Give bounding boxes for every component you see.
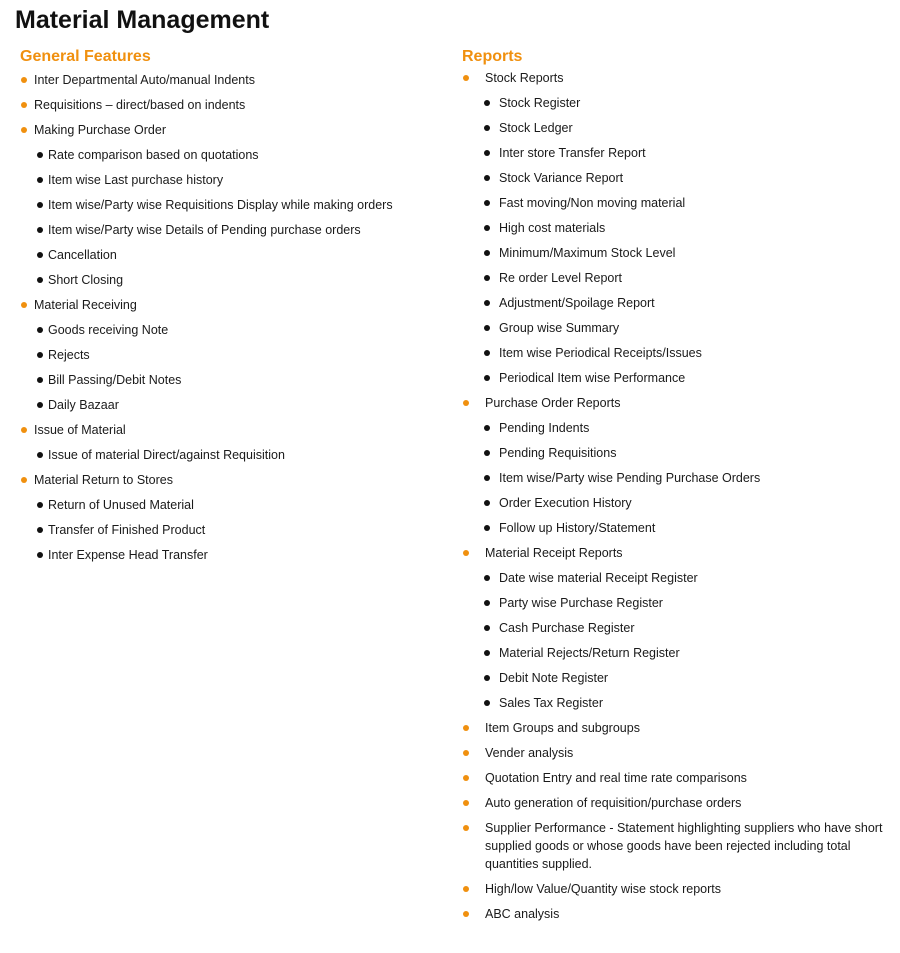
list-item-text: Material Receiving	[34, 298, 137, 312]
black-bullet-icon	[484, 450, 490, 456]
sub-list-item	[20, 171, 440, 189]
sub-list-item	[462, 169, 892, 187]
list-item-text: High cost materials	[499, 221, 606, 235]
list-item	[462, 880, 892, 898]
list-item	[462, 69, 892, 87]
list-item-text: Short Closing	[48, 273, 124, 287]
sub-list-item	[462, 244, 892, 262]
list-item-text: Sales Tax Register	[499, 696, 603, 710]
black-bullet-icon	[37, 352, 43, 358]
orange-bullet-icon	[21, 77, 27, 83]
sub-list-item	[20, 371, 440, 389]
list-item-text: Debit Note Register	[499, 671, 609, 685]
list-item-text: Stock Register	[499, 96, 581, 110]
list-item-text: Item wise/Party wise Details of Pending purchase orders	[48, 223, 361, 237]
sub-list-item	[462, 294, 892, 312]
list-item-text: ABC analysis	[485, 907, 560, 921]
sub-list-item	[462, 94, 892, 112]
list-item-text: Minimum/Maximum Stock Level	[499, 246, 676, 260]
list-item-text: Issue of Material	[34, 423, 126, 437]
black-bullet-icon	[37, 177, 43, 183]
sub-list-item	[462, 344, 892, 362]
black-bullet-icon	[484, 700, 490, 706]
sub-list-item	[462, 319, 892, 337]
sub-list-item	[462, 594, 892, 612]
list-item-text: Rejects	[48, 348, 90, 362]
orange-bullet-icon	[463, 750, 469, 756]
orange-bullet-icon	[463, 550, 469, 556]
black-bullet-icon	[37, 377, 43, 383]
list-item	[20, 121, 440, 139]
list-item-text: Issue of material Direct/against Requisition	[48, 448, 285, 462]
sub-list-item	[20, 221, 440, 239]
list-item-text: Adjustment/Spoilage Report	[499, 296, 655, 310]
reports-section	[462, 47, 892, 930]
list-item-text: Group wise Summary	[499, 321, 620, 335]
list-item-text: Pending Requisitions	[499, 446, 617, 460]
sub-list-item	[20, 271, 440, 289]
sub-list-item	[20, 546, 440, 564]
list-item-text: Stock Variance Report	[499, 171, 624, 185]
sub-list-item	[20, 196, 440, 214]
black-bullet-icon	[484, 350, 490, 356]
orange-bullet-icon	[463, 775, 469, 781]
black-bullet-icon	[37, 552, 43, 558]
list-item	[20, 296, 440, 314]
list-item-text: Item wise Last purchase history	[48, 173, 224, 187]
list-item	[462, 394, 892, 412]
sub-list-item	[462, 469, 892, 487]
black-bullet-icon	[484, 425, 490, 431]
list-item-text: Cash Purchase Register	[499, 621, 635, 635]
sub-list-item	[462, 269, 892, 287]
black-bullet-icon	[37, 277, 43, 283]
sub-list-item	[462, 219, 892, 237]
general-features-list	[20, 71, 440, 564]
orange-bullet-icon	[21, 302, 27, 308]
black-bullet-icon	[484, 325, 490, 331]
sub-list-item	[462, 144, 892, 162]
sub-list-item	[20, 321, 440, 339]
sub-list-item	[20, 346, 440, 364]
black-bullet-icon	[37, 527, 43, 533]
list-item-text: Inter Departmental Auto/manual Indents	[34, 73, 255, 87]
list-item-text: Periodical Item wise Performance	[499, 371, 686, 385]
orange-bullet-icon	[463, 825, 469, 831]
black-bullet-icon	[484, 675, 490, 681]
list-item-text: Fast moving/Non moving material	[499, 196, 686, 210]
black-bullet-icon	[484, 100, 490, 106]
black-bullet-icon	[484, 250, 490, 256]
black-bullet-icon	[484, 300, 490, 306]
black-bullet-icon	[37, 327, 43, 333]
list-item-text: Requisitions – direct/based on indents	[34, 98, 246, 112]
sub-list-item	[462, 194, 892, 212]
list-item-text: Pending Indents	[499, 421, 590, 435]
list-item-text: Bill Passing/Debit Notes	[48, 373, 182, 387]
list-item-text: Inter Expense Head Transfer	[48, 548, 208, 562]
list-item-text: Daily Bazaar	[48, 398, 119, 412]
orange-bullet-icon	[21, 102, 27, 108]
list-item-text: Order Execution History	[499, 496, 632, 510]
orange-bullet-icon	[21, 127, 27, 133]
sub-list-item	[462, 369, 892, 387]
list-item-text: Follow up History/Statement	[499, 521, 656, 535]
sub-list-item	[462, 519, 892, 537]
general-features-section	[20, 47, 440, 571]
list-item-text: Auto generation of requisition/purchase orders	[485, 796, 742, 810]
list-item-text: Item Groups and subgroups	[485, 721, 640, 735]
list-item-text: High/low Value/Quantity wise stock reports	[485, 882, 721, 896]
black-bullet-icon	[37, 502, 43, 508]
black-bullet-icon	[37, 202, 43, 208]
sub-list-item	[20, 246, 440, 264]
list-item	[20, 421, 440, 439]
black-bullet-icon	[484, 625, 490, 631]
list-item	[462, 905, 892, 923]
black-bullet-icon	[37, 227, 43, 233]
general-features-heading: General Features	[20, 48, 151, 65]
sub-list-item	[462, 669, 892, 687]
orange-bullet-icon	[463, 400, 469, 406]
orange-bullet-icon	[463, 75, 469, 81]
list-item-text: Transfer of Finished Product	[48, 523, 206, 537]
orange-bullet-icon	[21, 477, 27, 483]
list-item	[462, 769, 892, 787]
black-bullet-icon	[484, 175, 490, 181]
page-title: Material Management	[15, 6, 270, 34]
list-item	[462, 744, 892, 762]
list-item-text: Rate comparison based on quotations	[48, 148, 259, 162]
list-item-text: Return of Unused Material	[48, 498, 194, 512]
list-item-text: Material Return to Stores	[34, 473, 173, 487]
black-bullet-icon	[484, 575, 490, 581]
black-bullet-icon	[484, 275, 490, 281]
sub-list-item	[462, 444, 892, 462]
sub-list-item	[462, 119, 892, 137]
sub-list-item	[20, 496, 440, 514]
orange-bullet-icon	[463, 911, 469, 917]
list-item-text: Item wise/Party wise Requisitions Display while making orders	[48, 198, 393, 212]
black-bullet-icon	[484, 375, 490, 381]
black-bullet-icon	[484, 600, 490, 606]
list-item-text: Stock Ledger	[499, 121, 573, 135]
sub-list-item	[462, 644, 892, 662]
list-item	[462, 819, 892, 873]
sub-list-item	[462, 494, 892, 512]
sub-list-item	[20, 446, 440, 464]
list-item-text: Material Receipt Reports	[485, 546, 623, 560]
list-item	[462, 544, 892, 562]
list-item-text: Purchase Order Reports	[485, 396, 621, 410]
list-item-text: Cancellation	[48, 248, 117, 262]
list-item	[20, 471, 440, 489]
list-item	[462, 719, 892, 737]
list-item	[462, 794, 892, 812]
list-item-text: Inter store Transfer Report	[499, 146, 646, 160]
black-bullet-icon	[484, 200, 490, 206]
list-item-text: Item wise/Party wise Pending Purchase Orders	[499, 471, 761, 485]
black-bullet-icon	[37, 152, 43, 158]
list-item-text: Item wise Periodical Receipts/Issues	[499, 346, 702, 360]
black-bullet-icon	[37, 402, 43, 408]
list-item-text: Stock Reports	[485, 71, 564, 85]
list-item-text: Material Rejects/Return Register	[499, 646, 680, 660]
orange-bullet-icon	[463, 886, 469, 892]
list-item-text: Vender analysis	[485, 746, 574, 760]
sub-list-item	[20, 521, 440, 539]
sub-list-item	[462, 569, 892, 587]
orange-bullet-icon	[21, 427, 27, 433]
reports-heading: Reports	[462, 48, 523, 65]
list-item-text: Re order Level Report	[499, 271, 622, 285]
reports-list	[462, 69, 892, 923]
black-bullet-icon	[37, 252, 43, 258]
orange-bullet-icon	[463, 800, 469, 806]
black-bullet-icon	[484, 500, 490, 506]
list-item-text: Supplier Performance - Statement highlighting suppliers who have short supplied goods or whose goods have been rejected including total quantities supplied.	[485, 821, 883, 871]
black-bullet-icon	[484, 475, 490, 481]
black-bullet-icon	[484, 150, 490, 156]
sub-list-item	[462, 419, 892, 437]
sub-list-item	[462, 694, 892, 712]
list-item	[20, 96, 440, 114]
sub-list-item	[20, 396, 440, 414]
list-item-text: Party wise Purchase Register	[499, 596, 663, 610]
black-bullet-icon	[37, 452, 43, 458]
list-item-text: Goods receiving Note	[48, 323, 169, 337]
list-item	[20, 71, 440, 89]
black-bullet-icon	[484, 125, 490, 131]
sub-list-item	[20, 146, 440, 164]
black-bullet-icon	[484, 525, 490, 531]
list-item-text: Quotation Entry and real time rate comparisons	[485, 771, 747, 785]
black-bullet-icon	[484, 650, 490, 656]
sub-list-item	[462, 619, 892, 637]
black-bullet-icon	[484, 225, 490, 231]
orange-bullet-icon	[463, 725, 469, 731]
list-item-text: Making Purchase Order	[34, 123, 167, 137]
list-item-text: Date wise material Receipt Register	[499, 571, 698, 585]
